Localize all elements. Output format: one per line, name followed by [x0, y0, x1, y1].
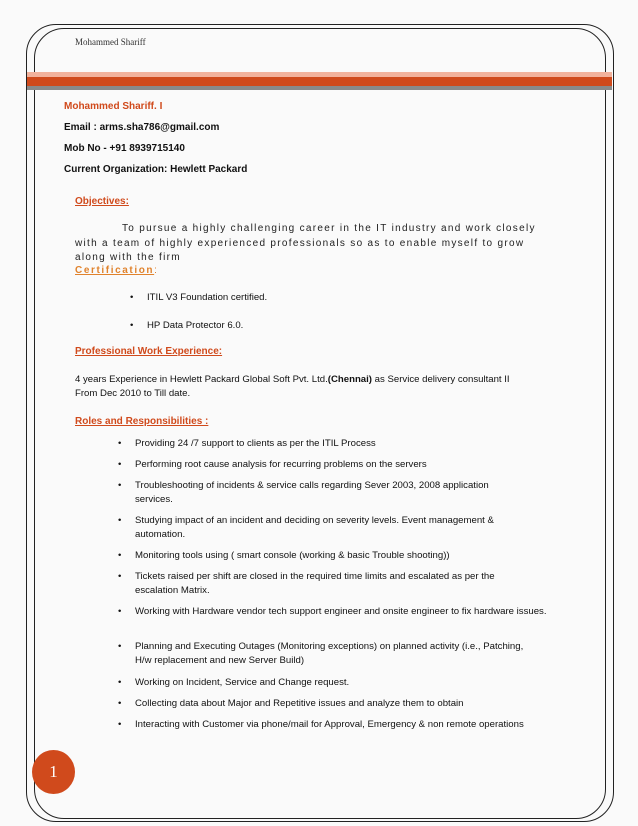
experience-line	[75, 374, 510, 385]
page-number-badge: 1	[32, 750, 75, 794]
certification-heading-wrap	[75, 265, 159, 276]
header-bar-accent	[27, 77, 612, 86]
resume-page: Mohammed Shariff Mohammed Shariff. I Email : arms.sha786@gmail.com Mob No - +91 8939715140 Current Organization: Hewlett Packard Objectives: To pursue a highly challenging career in the IT industry and work closely with a team of highly experienced professionals so as to enable myself to grow along with the firm Certification: • ITIL V3 Foundation certified. • HP Data Protector 6.0. Professional Work Experience: 4 years Experience in Hewlett Packard Global Soft Pvt. Ltd.(Chennai) as Service delivery consultant II From Dec 2010 to Till date. Roles and Responsibilities : • Providing 24 /7 support to clients as per the ITIL Process • Performing root cause analysis for recurring problems on the servers • Troubleshooting of incidents & service calls regarding Sever 2003, 2008 application services. • Studying impact of an incident and deciding on severity levels. Event management & automation. • Monitoring tools using ( smart console (working & basic Trouble shooting)) • Tickets raised per shift are closed in the required time limits and escalated as per the escalation Matrix. • Working with Hardware vendor tech support engineer and onsite engineer to fix hardware issues. • Planning and Executing Outages (Monitoring exceptions) on planned activity (i.e., Patching, H/w replacement and new Server Build) • Working on Incident, Service and Change request. • Collecting data about Major and Repetitive issues and analyze them to obtain • Interacting with Customer via phone/mail for Approval, Emergency & non remote operations 1	[0, 0, 638, 826]
bullet-icon: •	[118, 719, 122, 730]
experience-text: 4 years Experience in Hewlett Packard Global Soft Pvt. Ltd.	[75, 374, 328, 385]
bullet-icon: •	[118, 677, 122, 688]
current-organization: Current Organization: Hewlett Packard	[64, 164, 248, 175]
experience-dates: From Dec 2010 to Till date.	[75, 388, 191, 399]
objective-line: with a team of highly experienced professionals so as to enable myself to grow	[75, 238, 525, 249]
mobile: Mob No - +91 8939715140	[64, 143, 185, 154]
certification-heading: Certification	[75, 265, 155, 276]
bullet-icon: •	[118, 480, 122, 491]
candidate-name: Mohammed Shariff. I	[64, 101, 163, 112]
header-bar-shadow	[27, 86, 612, 90]
bullet-icon: •	[118, 606, 122, 617]
bullet-icon: •	[118, 550, 122, 561]
email: Email : arms.sha786@gmail.com	[64, 122, 220, 133]
bullet-icon: •	[118, 641, 122, 652]
bullet-icon: •	[130, 292, 134, 303]
bullet-icon: •	[118, 515, 122, 526]
running-header: Mohammed Shariff	[75, 37, 146, 47]
objective-line: along with the firm	[75, 252, 181, 263]
experience-heading: Professional Work Experience:	[75, 346, 223, 357]
bullet-icon: •	[118, 438, 122, 449]
bullet-icon: •	[118, 571, 122, 582]
certification-colon: :	[154, 265, 159, 276]
objective-line: To pursue a highly challenging career in the IT industry and work closely	[122, 223, 536, 234]
roles-heading: Roles and Responsibilities :	[75, 416, 209, 427]
bullet-icon: •	[130, 320, 134, 331]
objectives-heading: Objectives:	[75, 196, 129, 207]
experience-location: (Chennai)	[327, 374, 373, 385]
bullet-icon: •	[118, 698, 122, 709]
bullet-icon: •	[118, 459, 122, 470]
experience-role: as Service delivery consultant II	[372, 374, 510, 385]
